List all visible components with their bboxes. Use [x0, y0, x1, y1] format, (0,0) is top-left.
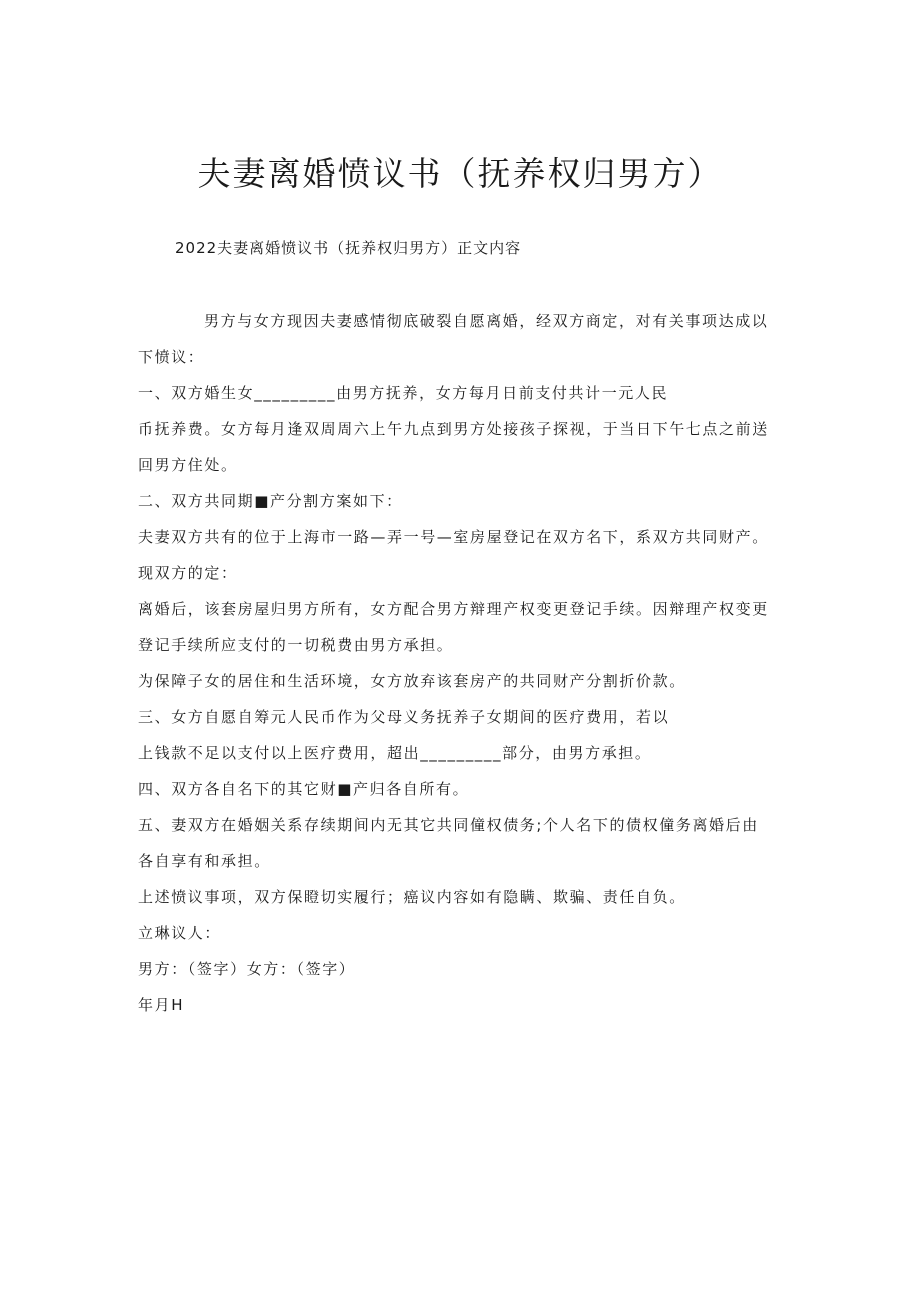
body-line: 各自享有和承担。 [138, 852, 271, 870]
signature-line: 男方：（签字）女方：（签字） [138, 960, 356, 978]
date-line: 年月H [138, 996, 185, 1014]
body-line: 现双方的定： [138, 564, 238, 582]
body-line: 回男方住处。 [138, 456, 238, 474]
document-body [138, 303, 798, 1023]
body-line: 登记手续所应支付的一切税费由男方承担。 [138, 636, 454, 654]
body-line: 为保障子女的居住和生活环境，女方放弃该套房产的共同财产分割折价款。 [138, 672, 686, 690]
body-line: 一、双方婚生女_________由男方抚养，女方每月日前支付共计一元人民 [138, 384, 669, 402]
body-line: 二、双方共同期■产分割方案如下： [138, 492, 403, 510]
body-line: 下愤议： [138, 348, 205, 366]
body-line: 币抚养费。女方每月逢双周周六上午九点到男方处接孩子探视，于当日下午七点之前送 [138, 420, 769, 438]
document-title: 夫妻离婚愤议书（抚养权归男方） [197, 154, 723, 193]
body-line: 五、妻双方在婚姻关系存续期间内无其它共同僮权债务;个人名下的债权僮务离婚后由 [138, 816, 759, 834]
body-line: 三、女方自愿自筹元人民币作为父母义务抚养子女期间的医疗费用，若以 [138, 708, 670, 726]
body-line: 立琳议人： [138, 924, 222, 942]
body-line: 上述愤议事项，双方保瞪切实履行；癌议内容如有隐瞒、欺骗、责任自负。 [138, 888, 686, 906]
body-line: 夫妻双方共有的位于上海市一路—弄一号—室房屋登记在双方名下，系双方共同财产。 [138, 528, 769, 546]
body-line: 男方与女方现因夫妻感情彻底破裂自愿离婚，经双方商定，对有关事项达成以 [204, 312, 769, 330]
body-line: 离婚后，该套房屋归男方所有，女方配合男方辩理产权变更登记手续。因辩理产权变更 [138, 600, 769, 618]
body-line: 四、双方各自名下的其它财■产归各自所有。 [138, 780, 470, 798]
document-subtitle: 2022夫妻离婚愤议书（抚养权归男方）正文内容 [175, 239, 522, 257]
body-line: 上钱款不足以支付以上医疗费用，超出_________部分，由男方承担。 [138, 744, 652, 762]
